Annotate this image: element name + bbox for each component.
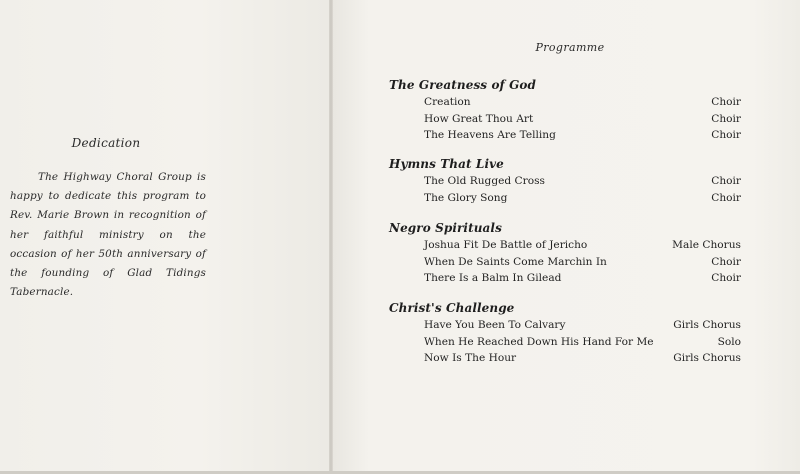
section-heading: The Greatness of God [389,78,537,92]
item-title: When De Saints Come Marchin In [424,255,607,268]
item-performer: Girls Chorus [673,319,741,331]
programme-item [389,317,749,334]
section-christs-challenge [389,299,749,367]
section-hymns-that-live [389,155,749,206]
dedication-text: The Highway Choral Group is happy to dedicate this program to Rev. Marie Brown in recognition of her faithful ministry on the occasion of her 50th anniversary of the founding of Glad Tidings Tabernacle. [10,171,206,299]
item-title: When He Reached Down His Hand For Me [424,335,654,348]
item-performer: Solo [717,335,741,348]
section-heading: Hymns That Live [389,157,504,171]
item-title: Creation [424,96,471,108]
programme-item [389,111,749,128]
item-title: Now Is The Hour [424,352,517,364]
item-title: The Heavens Are Telling [424,129,556,141]
section-greatness-of-god [389,76,749,144]
programme-title: Programme [535,41,605,54]
programme-item [389,94,749,111]
item-performer: Choir [711,272,741,284]
section-heading: Christ's Challenge [389,301,515,315]
item-performer: Choir [711,112,741,125]
programme-item [389,127,749,144]
programme-item [389,173,749,190]
dedication-block [0,132,212,151]
dedication-title: Dedication [71,136,141,150]
item-title: Joshua Fit De Battle of Jericho [424,239,588,251]
programme-item [389,190,749,207]
item-title: Have You Been To Calvary [424,319,566,331]
item-performer: Choir [711,191,741,204]
programme-item [389,254,749,271]
item-title: There Is a Balm In Gilead [424,272,562,284]
item-performer: Choir [711,129,741,141]
item-performer: Girls Chorus [673,352,741,364]
item-title: The Glory Song [424,191,508,204]
item-performer: Choir [711,175,741,187]
item-title: The Old Rugged Cross [424,175,545,187]
section-heading: Negro Spirituals [389,221,502,235]
programme-item [389,334,749,351]
section-negro-spirituals [389,219,749,287]
item-performer: Male Chorus [672,239,741,251]
page-fold [329,0,333,474]
programme-item [389,237,749,254]
item-title: How Great Thou Art [424,112,534,125]
programme-item [389,270,749,287]
programme-item [389,350,749,367]
item-performer: Choir [711,255,741,268]
item-performer: Choir [711,96,741,108]
